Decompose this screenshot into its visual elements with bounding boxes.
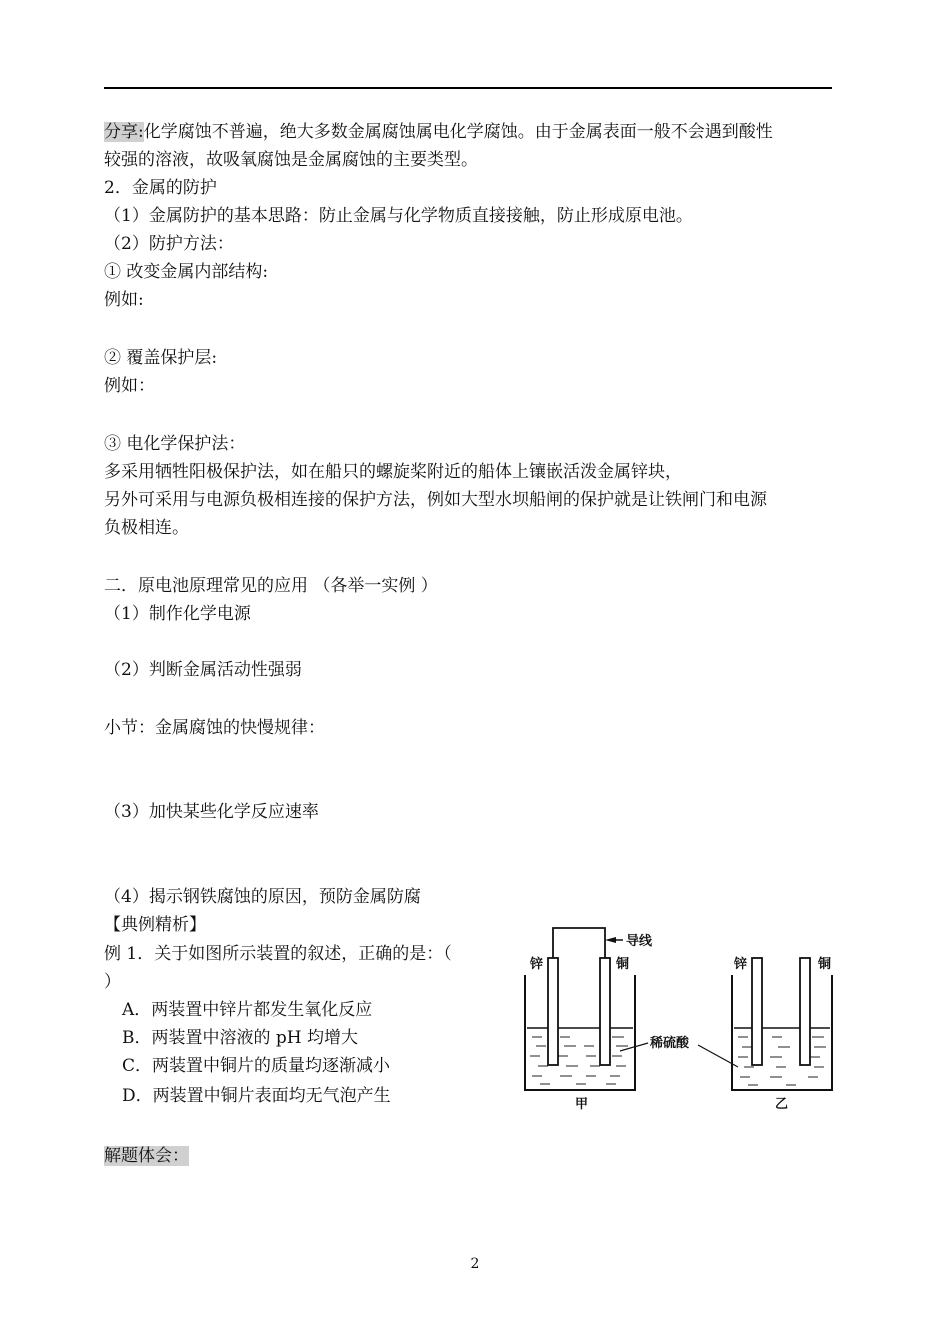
solution-label	[104, 1145, 200, 1167]
applications-heading: 二．原电池原理常见的应用 （各举一实例 ）	[104, 576, 438, 596]
copper-label-right: 铜	[818, 957, 832, 972]
option-c: C．两装置中铜片的质量均逐渐减小	[122, 1056, 391, 1076]
page-number: 2	[470, 1256, 480, 1272]
application-2: （2）判断金属活动性强弱	[104, 660, 302, 680]
share-line-1	[104, 121, 773, 143]
summary-line: 小节：金属腐蚀的快慢规律：	[104, 718, 325, 738]
application-1: （1）制作化学电源	[104, 604, 251, 624]
option-d: D．两装置中铜片表面均无气泡产生	[122, 1086, 391, 1106]
share-label: 分享:	[104, 122, 144, 142]
method-3-line-1: 多采用牺牲阳极保护法，如在船只的螺旋桨附近的船体上镶嵌活泼金属锌块，	[104, 462, 682, 482]
option-b: B．两装置中溶液的 pH 均增大	[122, 1028, 359, 1048]
acid-label: 稀硫酸	[650, 1036, 690, 1051]
method-3-line-3: 负极相连。	[104, 518, 189, 538]
beaker-left	[525, 928, 635, 1090]
option-a: A．两装置中锌片都发生氧化反应	[122, 1000, 373, 1020]
share-line-2: 较强的溶液，故吸氧腐蚀是金属腐蚀的主要类型。	[104, 150, 478, 170]
method-3-line-2: 另外可采用与电源负极相连接的保护方法，例如大型水坝船闸的保护就是让铁闸门和电源	[104, 490, 767, 510]
protection-heading: 2．金属的防护	[104, 178, 217, 198]
example-section-title: 【典例精析】	[104, 915, 206, 935]
caption-right: 乙	[775, 1097, 789, 1110]
application-3: （3）加快某些化学反应速率	[104, 802, 319, 822]
solution-text: 解题体会：	[104, 1146, 189, 1166]
example-question-line-2: ）	[104, 972, 121, 992]
example-question-line-1: 例 1．关于如图所示装置的叙述，正确的是：（	[104, 944, 452, 964]
method-1-example: 例如:	[104, 290, 144, 310]
method-1: ① 改变金属内部结构:	[104, 262, 269, 282]
electrochemistry-figure	[520, 925, 850, 1110]
share-text-1: 化学腐蚀不普遍，绝大多数金属腐蚀属电化学腐蚀。由于金属表面一般不会遇到酸性	[143, 122, 773, 142]
copper-label-left: 铜	[616, 957, 630, 972]
wire-label: 导线	[626, 934, 653, 949]
protection-idea: （1）金属防护的基本思路：防止金属与化学物质直接接触，防止形成原电池。	[104, 206, 693, 226]
caption-left: 甲	[575, 1097, 589, 1110]
method-2: ② 覆盖保护层:	[104, 348, 218, 368]
zinc-label-left: 锌	[530, 957, 544, 972]
header-rule	[104, 87, 832, 89]
beaker-right	[732, 958, 832, 1090]
method-2-example: 例如：	[104, 376, 155, 396]
method-3: ③ 电化学保护法：	[104, 434, 246, 454]
zinc-label-right: 锌	[734, 957, 748, 972]
protection-methods: （2）防护方法：	[104, 234, 234, 254]
application-4: （4）揭示钢铁腐蚀的原因，预防金属防腐	[104, 887, 421, 907]
